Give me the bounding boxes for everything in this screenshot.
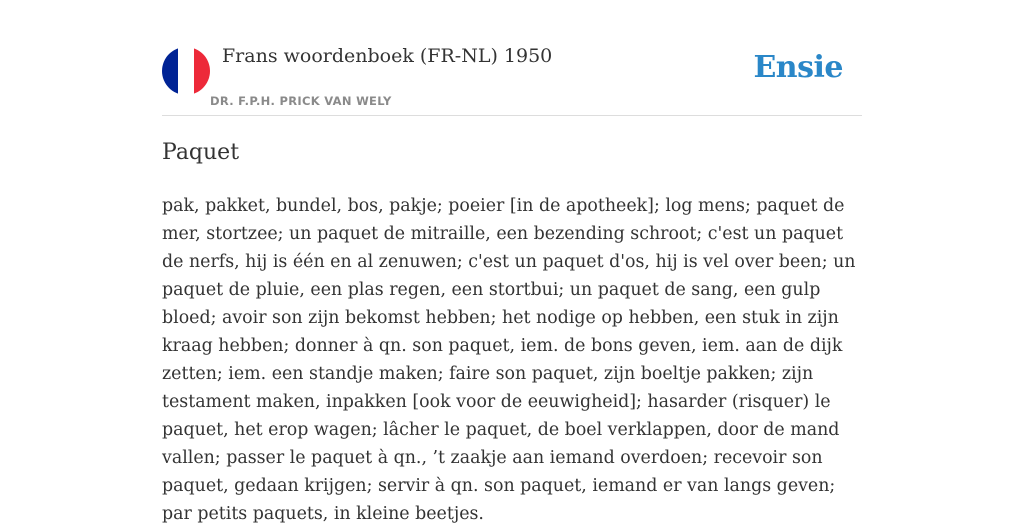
page-container [162, 0, 862, 524]
entry-definition: pak, pakket, bundel, bos, pakje; poeier [in de apotheek]; log mens; paquet de mer, stortzee; un paquet de mitraille, een bezending schroot; c'est un paquet de nerfs, hij is één en al zenuwen; c'est un paquet d'os, hij is vel over been; un paquet de pluie, een plas regen, een stortbui; un paquet de sang, een gulp bloed; avoir son zijn bekomst hebben; het nodige op hebben, een stuk in zijn kraag hebben; donner à qn. son paquet, iem. de bons geven, iem. aan de dijk zetten; iem. een standje maken; faire son paquet, zijn boeltje pakken; zijn testament maken, inpakken [ook voor de eeuwigheid]; hasarder (risquer) le paquet, het erop wagen; lâcher le paquet, de boel verklappen, door de mand vallen; passer le paquet à qn., ’t zaakje aan iemand overdoen; recevoir son paquet, gedaan krijgen; servir à qn. son paquet, iemand er van langs geven; par petits paquets, in kleine beetjes. [162, 196, 856, 524]
french-flag-icon [162, 47, 210, 95]
dictionary-header [162, 0, 862, 116]
dictionary-author: DR. F.P.H. PRICK VAN WELY [210, 94, 392, 108]
ensie-logo[interactable]: Ensie [753, 50, 843, 85]
dictionary-title[interactable]: Frans woordenboek (FR-NL) 1950 [222, 45, 553, 67]
entry-title: Paquet [162, 140, 240, 165]
